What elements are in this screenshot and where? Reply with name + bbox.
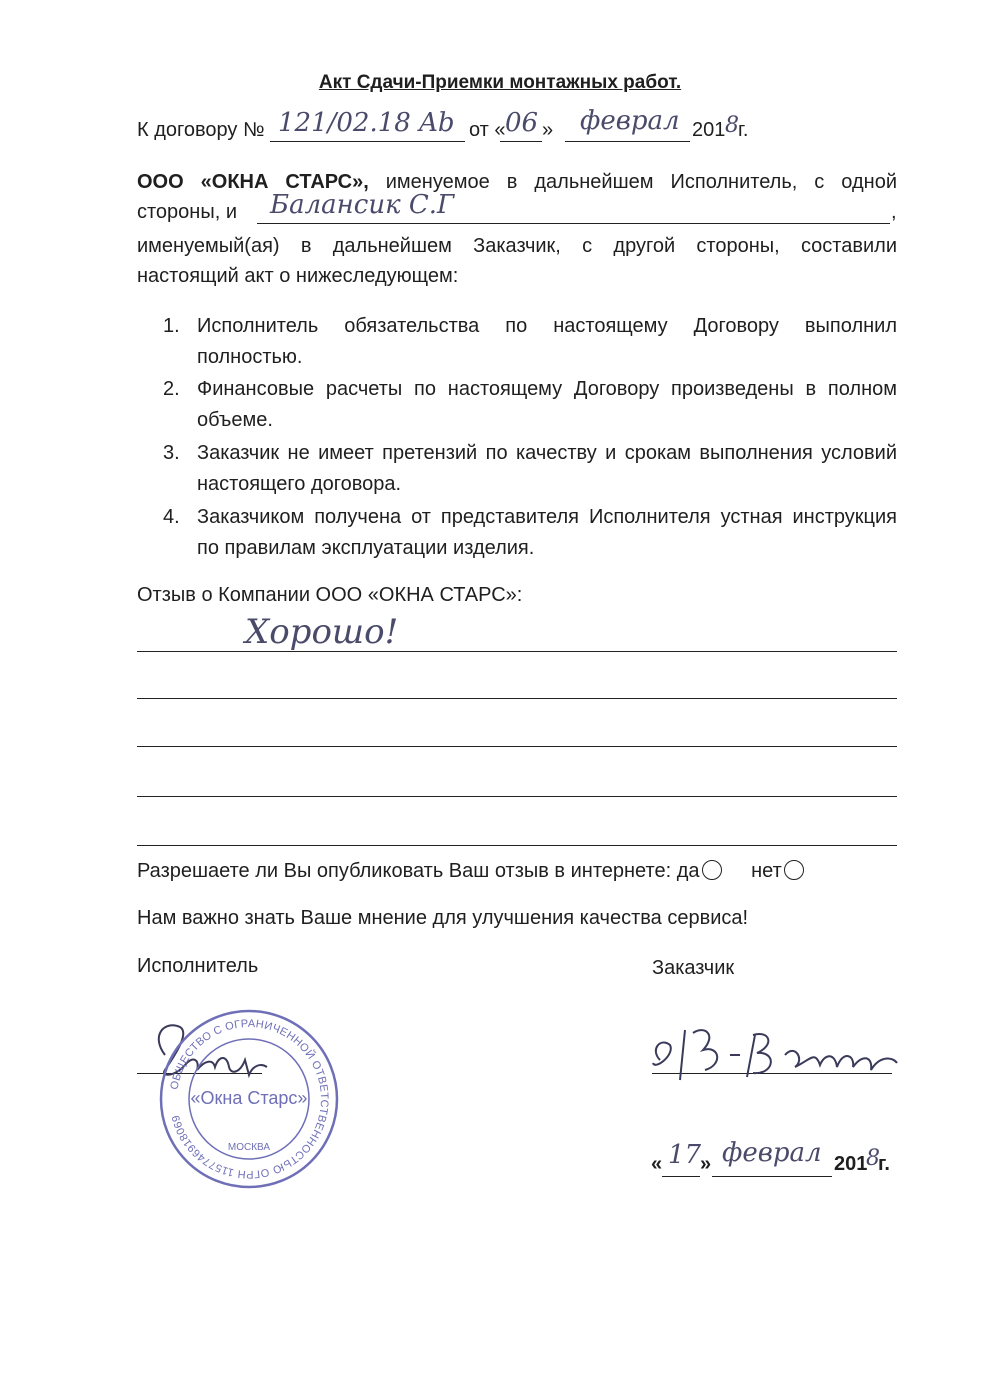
- list-item-number: 2.: [163, 378, 180, 400]
- customer-name-underline: [257, 223, 890, 224]
- review-label: Отзыв о Компании ООО «ОКНА СТАРС»:: [137, 584, 523, 606]
- sign-date-month-underline: [712, 1176, 832, 1177]
- executor-label: Исполнитель: [137, 955, 259, 977]
- contract-month-underline: [565, 141, 690, 142]
- list-item-text: Заказчик не имеет претензий по качеству и срокам выполнения условий настоящего договора.: [197, 442, 897, 495]
- publish-yes-label: да: [676, 860, 700, 882]
- contract-day-handwritten: 06: [505, 108, 539, 138]
- review-line: [137, 698, 897, 699]
- list-item-text: Исполнитель обязательства по настоящему Договору выполнил полностью.: [197, 315, 897, 368]
- sign-date-day-underline: [662, 1176, 700, 1177]
- sign-date-year-handwritten: 8: [866, 1146, 880, 1171]
- contract-month-handwritten: феврал: [580, 106, 680, 136]
- contract-day-underline: [500, 141, 542, 142]
- publish-no-label: нет: [751, 860, 782, 882]
- opinion-text: Нам важно знать Ваше мнение для улучшения качества сервиса!: [137, 907, 749, 929]
- list-item-number: 4.: [163, 506, 180, 528]
- list-item-text: Заказчиком получена от представителя Исполнителя устная инструкция по правилам эксплуатации изделия.: [197, 506, 897, 559]
- sign-date-day-handwritten: 17: [668, 1140, 702, 1170]
- publish-yes-radio[interactable]: [702, 860, 722, 880]
- intro-line-1-text: именуемое в дальнейшем Исполнитель, с одной: [385, 171, 897, 193]
- company-name: ООО «ОКНА СТАРС»,: [137, 171, 369, 193]
- contract-day-close: »: [542, 119, 554, 141]
- contract-year-handwritten: 8: [725, 113, 739, 138]
- stamp-ring-text: ОБЩЕСТВО С ОГРАНИЧЕННОЙ ОТВЕТСТВЕННОСТЬЮ ОГРН 1157746918069: [168, 1017, 331, 1181]
- contract-year-suffix: г.: [738, 119, 749, 141]
- customer-name-handwritten: Балансик С.Г: [270, 190, 455, 220]
- sign-date-year-suffix: г.: [878, 1153, 890, 1175]
- intro-line-4: настоящий акт о нижеследующем:: [137, 265, 459, 287]
- company-stamp: [158, 1008, 340, 1190]
- publish-row: [137, 859, 804, 883]
- document-title: Акт Сдачи-Приемки монтажных работ.: [318, 72, 682, 93]
- contract-number-handwritten: 121/02.18 Ab: [278, 108, 455, 138]
- intro-line-2-start: стороны, и: [137, 201, 238, 223]
- sign-date-year-prefix: 201: [834, 1153, 868, 1175]
- intro-line-2-end: ,: [891, 201, 897, 223]
- publish-question: Разрешаете ли Вы опубликовать Ваш отзыв в интернете:: [137, 860, 672, 882]
- list-item-number: 3.: [163, 442, 180, 464]
- customer-label: Заказчик: [652, 957, 735, 979]
- publish-no-radio[interactable]: [784, 860, 804, 880]
- customer-signature: [645, 1015, 910, 1100]
- intro-line-1: [137, 167, 897, 198]
- review-line: [137, 845, 897, 846]
- contract-from: от «: [469, 119, 506, 141]
- stamp-center-text: «Окна Старс»: [190, 1088, 308, 1108]
- sign-date-month-handwritten: феврал: [722, 1138, 822, 1168]
- stamp-city-text: МОСКВА: [227, 1142, 271, 1153]
- review-line: [137, 746, 897, 747]
- review-handwritten: Хорошо!: [245, 612, 399, 652]
- review-line: [137, 651, 897, 652]
- list-item-text: Финансовые расчеты по настоящему Договору произведены в полном объеме.: [197, 378, 897, 431]
- contract-year-prefix: 201: [692, 119, 726, 141]
- sign-date-close: »: [700, 1153, 712, 1175]
- contract-prefix: К договору №: [137, 119, 265, 141]
- review-line: [137, 796, 897, 797]
- sign-date-open: «: [651, 1153, 663, 1175]
- list-item-number: 1.: [163, 315, 180, 337]
- contract-number-underline: [270, 141, 465, 142]
- intro-line-3: именуемый(ая) в дальнейшем Заказчик, с другой стороны, составили: [137, 235, 897, 257]
